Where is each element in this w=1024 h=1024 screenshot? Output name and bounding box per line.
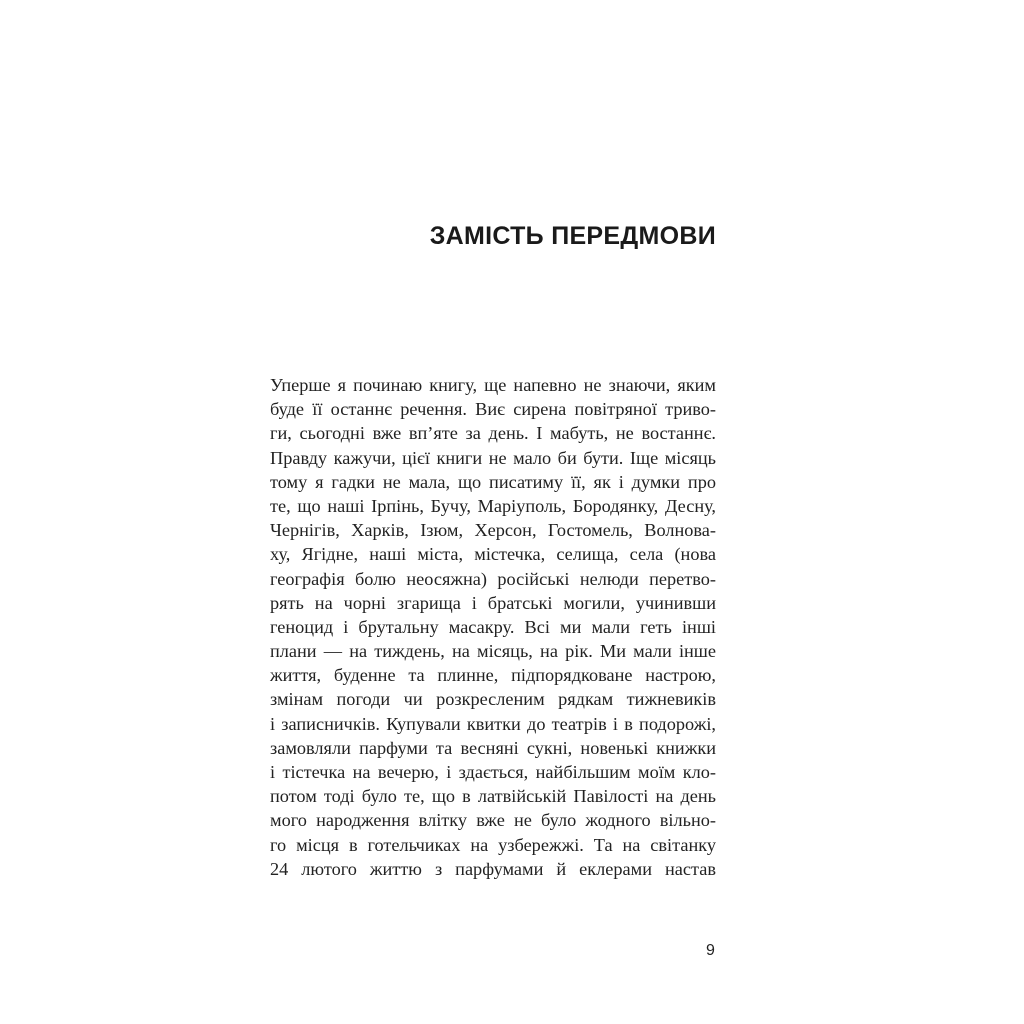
text-line: Уперше я починаю книгу, ще напевно не знаючи, яким (270, 375, 716, 395)
text-line: і тістечка на вечерю, і здається, найбільшим моїм кло- (270, 762, 716, 782)
body-text (270, 373, 716, 881)
chapter-title: ЗАМІСТЬ ПЕРЕДМОВИ (429, 222, 716, 250)
text-line: ги, сьогодні вже вп’яте за день. І мабуть, не востаннє. (270, 423, 716, 444)
text-line: го місця в готельчиках на узбережжі. Та на світанку (270, 834, 716, 855)
text-line: ху, Ягідне, наші міста, містечка, селища, села (нова (270, 544, 716, 565)
text-line: Правду кажучи, цієї книги не мало би бути. Іще місяць (270, 447, 716, 468)
text-line: буде її останнє речення. Виє сирена повітряної триво- (270, 399, 716, 420)
text-line: те, що наші Ірпінь, Бучу, Маріуполь, Бородянку, Десну, (270, 495, 716, 516)
text-line: замовляли парфуми та весняні сукні, новенькі книжки (270, 737, 716, 758)
text-line: тому я гадки не мала, що писатиму її, як і думки про (270, 471, 716, 492)
page-number: 9 (706, 942, 715, 959)
text-line: змінам погоди чи розкресленим рядкам тижневиків (270, 689, 716, 710)
text-line: геноцид і брутальну масакру. Всі ми мали геть інші (270, 616, 716, 637)
text-line: рять на чорні згарища і братські могили, учинивши (270, 592, 716, 613)
text-line: плани — на тиждень, на місяць, на рік. Ми мали інше (270, 641, 716, 662)
text-line: потом тоді було те, що в латвійській Павілості на день (270, 786, 716, 807)
text-line: географія болю неосяжна) російські нелюди перетво- (270, 568, 716, 589)
text-line: 24 лютого життю з парфумами й еклерами настав (270, 858, 716, 879)
text-line: Чернігів, Харків, Ізюм, Херсон, Гостомель, Волнова- (270, 520, 716, 541)
text-line: мого народження влітку вже не було жодного вільно- (270, 810, 716, 831)
text-line: життя, буденне та плинне, підпорядковане настрою, (270, 665, 716, 686)
text-line: і записничків. Купували квитки до театрів і в подорожі, (270, 713, 716, 734)
